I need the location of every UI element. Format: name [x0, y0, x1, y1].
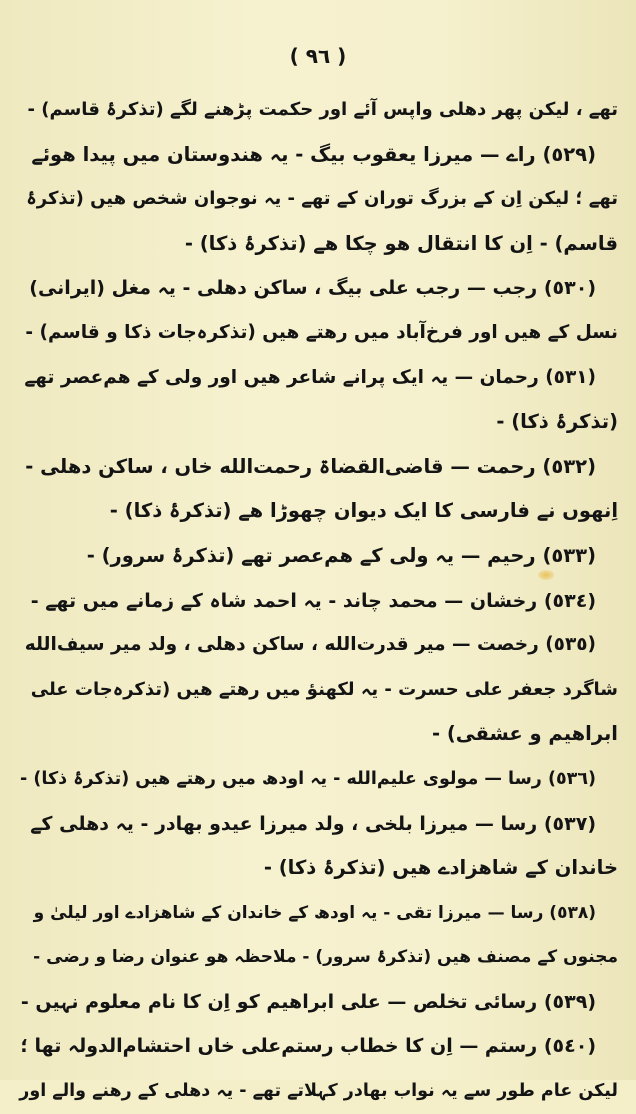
entry-531: (٥٣١) رحمان — یہ ایک پرانے شاعر هیں اور ولی کے هم‌عصر تھے [24, 366, 596, 388]
entry-537: (٥٣٧) رسا — میرزا بلخی ، ولد میرزا عیدو بهادر - یہ دهلی کے [30, 812, 596, 835]
text-line: نسل کے هیں اور فرخ‌آباد میں رهتے هیں (تذکرہ‌جات ذکا و قاسم) - [25, 321, 618, 343]
text-line: تھے ؛ لیکن اِن کے بزرگ توران کے تھے - یہ نوجوان شخص هیں (تذکرۂ [26, 188, 618, 210]
text-line: مجنوں کے مصنف هیں (تذکرۂ سرور) - ملاحظہ هو عنوان رضا و رضی - [33, 947, 618, 968]
entry-535: (٥٣٥) رخصت — میر قدرت‌الله ، ساکن دهلی ، ولد میر سیف‌الله [24, 634, 596, 656]
entry-534: (٥٣٤) رخشان — محمد چاند - یہ احمد شاہ کے زمانے میں تھے - [30, 589, 596, 612]
entry-533: (٥٣٣) رحیم — یہ ولی کے هم‌عصر تھے (تذکرۂ سرور) - [86, 543, 596, 567]
paper-stain [538, 570, 554, 580]
entry-529: (٥٢٩) راے — میرزا یعقوب بیگ - یہ هندوستان میں پیدا هوئے [31, 142, 596, 166]
entry-538: (٥٣٨) رسا — میرزا تقی - یہ اودھ کے خاندان کے شاهزادے اور لیلیٰ و [33, 902, 596, 923]
entry-539: (٥٣٩) رسائی تخلص — علی ابراهیم کو اِن کا نام معلوم نہیں - [20, 990, 596, 1013]
entry-536: (٥٣٦) رسا — مولوی علیم‌الله - یہ اودھ میں رهتے هیں (تذکرۂ ذکا) - [20, 768, 596, 789]
body-text [18, 88, 618, 1114]
entry-530: (٥٣٠) رجب — رجب علی بیگ ، ساکن دهلی - یہ مغل (ایرانی) [29, 277, 596, 300]
text-line: اِنھوں نے فارسی کا ایک دیوان چھوڑا هے (تذکرۂ ذکا) - [109, 499, 618, 523]
page-number: ( ٩٦ ) [289, 44, 347, 68]
text-line: (تذکرۂ ذکا) - [496, 410, 618, 434]
text-line: لیکن عام طور سے یہ نواب بهادر کہلاتے تھے - یہ دهلی کے رهنے والے اور [19, 1081, 618, 1102]
text-line: قاسم) - اِن کا انتقال هو چکا هے (تذکرۂ ذکا) - [184, 231, 618, 255]
entry-532: (٥٣٢) رحمت — قاضی‌القضاۃ رحمت‌الله خاں ، ساکن دهلی - [25, 454, 596, 478]
text-line: ابراهیم و عشقی) - [431, 722, 618, 746]
text-line: تھے ، لیکن پھر دهلی واپس آئے اور حکمت پڑھنے لگے (تذکرۂ قاسم) - [27, 99, 618, 120]
text-line: خاندان کے شاهزادے هیں (تذکرۂ ذکا) - [263, 856, 618, 880]
entry-540: (٥٤٠) رستم — اِن کا خطاب رستم‌علی خاں احتشام‌الدولہ تھا ؛ [20, 1035, 596, 1058]
text-line: شاگرد جعفر علی حسرت - یہ لکھنؤ میں رهتے هیں (تذکرہ‌جات علی [30, 678, 618, 700]
